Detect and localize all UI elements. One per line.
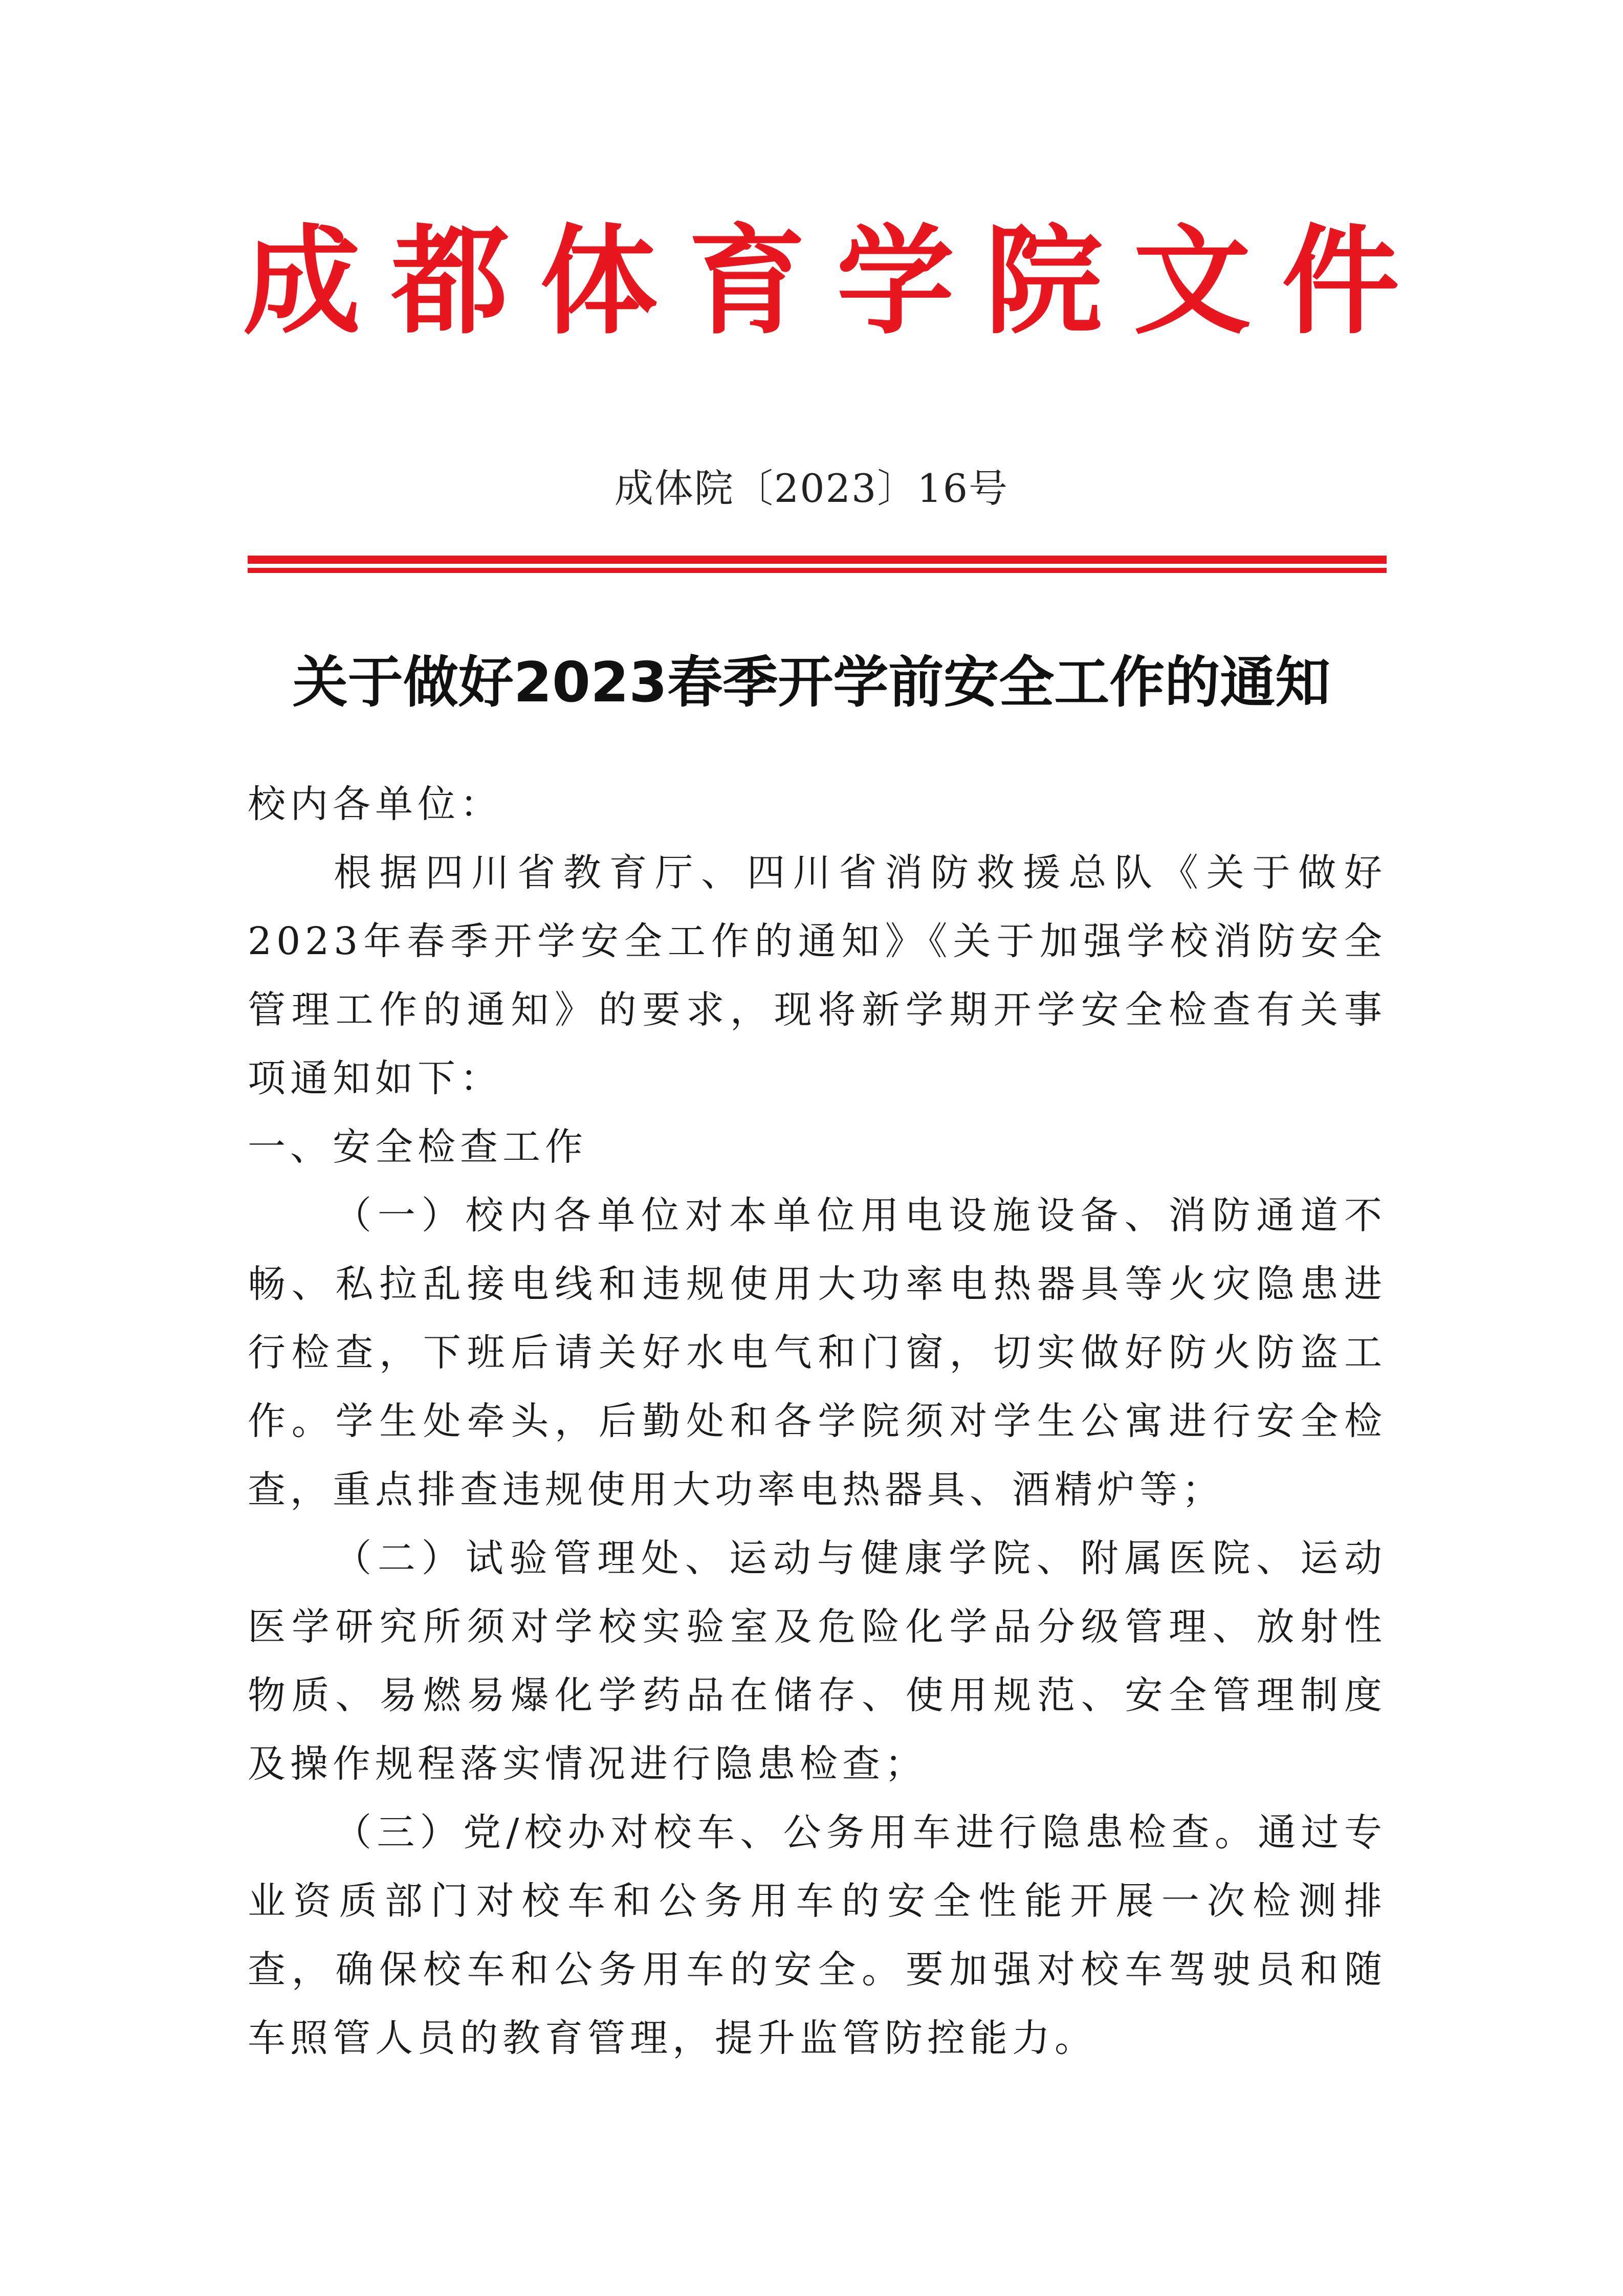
masthead-char: 体	[539, 212, 657, 350]
document-title: 关于做好2023春季开学前安全工作的通知	[292, 651, 1331, 715]
masthead-char: 成	[243, 212, 361, 350]
masthead-char: 育	[688, 212, 806, 350]
document-masthead	[240, 212, 1402, 350]
section-heading: 一、安全检查工作	[248, 1125, 587, 1169]
salutation: 校内各单位：	[248, 782, 502, 826]
masthead-char: 都	[391, 212, 509, 350]
list-item: （二）试验管理处、运动与健康学院、附属医院、运动医学研究所须对学校实验室及危险化学品分级管理、放射性物质、易燃易爆化学药品在储存、使用规范、安全管理制度及操作规程落实情况进行隐患检查；	[248, 1536, 1387, 1786]
masthead-char: 件	[1281, 212, 1399, 350]
header-rule-thin	[248, 568, 1387, 573]
masthead-char: 学	[836, 212, 954, 350]
list-item: （三）党/校办对校车、公务用车进行隐患检查。通过专业资质部门对校车和公务用车的安全性能开展一次检测排查，确保校车和公务用车的安全。要加强对校车驾驶员和随车照管人员的教育管理，提升监管防控能力。	[248, 1811, 1387, 2060]
list-item: （一）校内各单位对本单位用电设施设备、消防通道不畅、私拉乱接电线和违规使用大功率电热器具等火灾隐患进行检查，下班后请关好水电气和门窗，切实做好防火防盗工作。学生处牵头，后勤处和各学院须对学生公寓进行安全检查，重点排查违规使用大功率电热器具、酒精炉等；	[248, 1194, 1387, 1512]
document-body	[248, 770, 1387, 2072]
masthead-char: 文	[1133, 212, 1251, 350]
header-rule-thick	[248, 556, 1387, 564]
intro-paragraph: 根据四川省教育厅、四川省消防救援总队《关于做好2023年春季开学安全工作的通知》《关于加强学校消防安全管理工作的通知》的要求，现将新学期开学安全检查有关事项通知如下：	[248, 851, 1387, 1100]
masthead-char: 院	[984, 212, 1103, 350]
document-number: 成体院〔2023〕16号	[614, 466, 1009, 511]
